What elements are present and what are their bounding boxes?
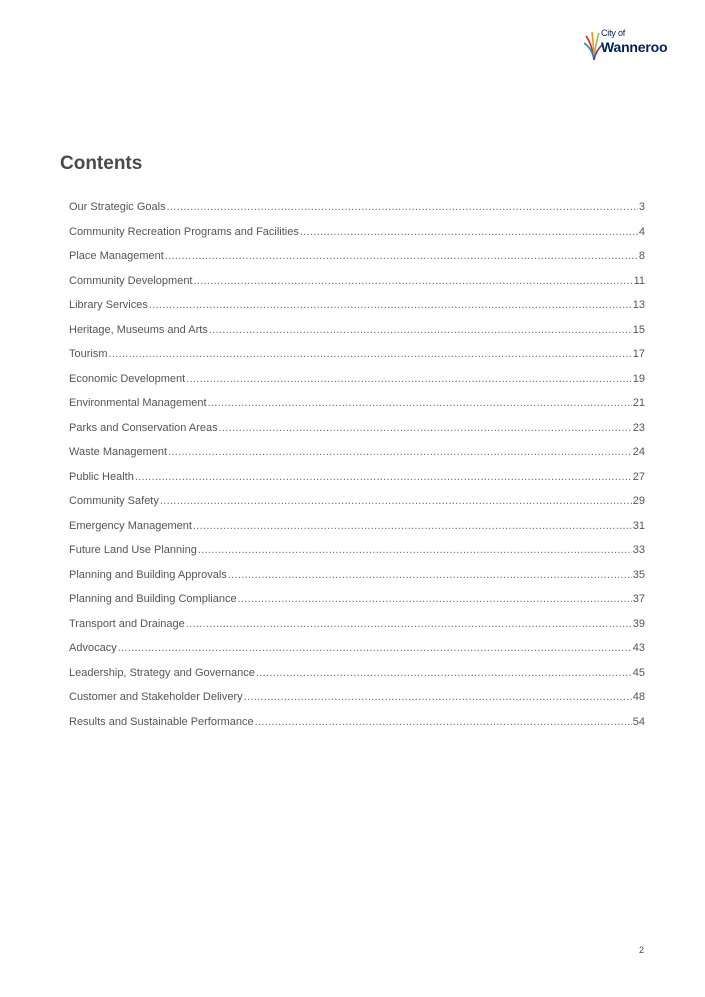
toc-entry-page: 29 [632,495,645,507]
toc-entry-page: 17 [632,348,645,360]
toc-entry-label: Waste Management [69,446,168,458]
toc-entry-label: Public Health [69,470,134,483]
toc-entry-label: Transport and Drainage [69,617,185,630]
logo-fronds-icon [584,27,602,61]
toc-entry[interactable] [69,714,645,739]
toc-leader [208,395,632,412]
toc-entry-label: Results and Sustainable Performance [69,715,254,728]
table-of-contents [69,199,645,738]
toc-leader [160,493,632,510]
page-title: Contents [60,153,143,174]
toc-leader [255,714,632,731]
toc-entry[interactable] [69,371,645,396]
toc-entry-page: 45 [632,666,645,679]
toc-leader [149,297,632,314]
toc-leader [193,518,632,535]
toc-entry-page: 33 [632,544,645,556]
toc-entry-label: Place Management [69,250,164,262]
toc-leader [135,469,632,486]
toc-leader [167,199,638,216]
logo-city-text: City of [601,28,626,38]
toc-leader [209,322,632,339]
toc-leader [238,591,632,608]
toc-entry-label: Environmental Management [69,397,207,409]
toc-leader [228,567,632,584]
toc-entry[interactable] [69,395,645,420]
toc-leader [194,273,633,290]
toc-entry-page: 13 [632,299,645,311]
toc-entry-label: Future Land Use Planning [69,544,197,556]
toc-entry[interactable] [69,542,645,567]
toc-entry-page: 23 [632,421,645,434]
toc-entry[interactable] [69,665,645,690]
city-of-wanneroo-logo [584,27,674,63]
toc-leader [118,640,632,657]
toc-entry-label: Heritage, Museums and Arts [69,323,208,336]
toc-entry-label: Our Strategic Goals [69,201,166,213]
toc-entry[interactable] [69,567,645,592]
toc-entry-label: Library Services [69,299,148,311]
toc-entry[interactable] [69,199,645,224]
toc-entry[interactable] [69,273,645,298]
toc-entry-label: Emergency Management [69,519,192,532]
toc-leader [219,420,632,437]
toc-leader [109,346,632,363]
toc-entry[interactable] [69,616,645,641]
page-number: 2 [639,945,645,955]
toc-entry-page: 19 [632,372,645,385]
toc-entry-label: Planning and Building Compliance [69,593,237,605]
toc-entry-label: Parks and Conservation Areas [69,421,218,434]
toc-entry-page: 21 [632,397,645,409]
toc-entry-label: Leadership, Strategy and Governance [69,666,255,679]
toc-leader [300,224,638,241]
toc-leader [165,248,638,265]
toc-entry-label: Community Recreation Programs and Facilities [69,225,299,238]
toc-entry[interactable] [69,689,645,714]
toc-entry-page: 48 [632,691,645,703]
toc-entry-label: Community Safety [69,495,159,507]
toc-entry-page: 35 [632,568,645,581]
toc-entry-label: Customer and Stakeholder Delivery [69,691,243,703]
toc-entry-page: 37 [632,593,645,605]
toc-leader [198,542,632,559]
toc-entry-page: 8 [638,250,645,262]
toc-entry-label: Advocacy [69,642,117,654]
toc-leader [256,665,632,682]
logo-wanneroo-text: Wanneroo [601,39,668,55]
toc-entry-page: 24 [632,446,645,458]
toc-leader [186,616,632,633]
toc-entry-page: 43 [632,642,645,654]
toc-entry-page: 31 [632,519,645,532]
toc-entry-page: 4 [638,225,645,238]
toc-entry-page: 39 [632,617,645,630]
toc-entry-label: Economic Development [69,372,186,385]
toc-entry-page: 11 [633,274,645,287]
toc-entry-label: Tourism [69,348,108,360]
toc-entry-page: 15 [632,323,645,336]
toc-entry[interactable] [69,346,645,371]
toc-leader [168,444,632,461]
toc-entry[interactable] [69,591,645,616]
toc-entry-label: Planning and Building Approvals [69,568,227,581]
toc-entry[interactable] [69,469,645,494]
toc-entry[interactable] [69,493,645,518]
toc-entry-page: 3 [638,201,645,213]
toc-entry[interactable] [69,322,645,347]
toc-entry[interactable] [69,518,645,543]
toc-entry[interactable] [69,640,645,665]
toc-entry-page: 54 [632,715,645,728]
toc-entry[interactable] [69,444,645,469]
toc-leader [186,371,632,388]
toc-entry[interactable] [69,297,645,322]
toc-entry[interactable] [69,420,645,445]
toc-leader [244,689,632,706]
toc-entry-label: Community Development [69,274,193,287]
toc-entry[interactable] [69,248,645,273]
toc-entry-page: 27 [632,470,645,483]
toc-entry[interactable] [69,224,645,249]
